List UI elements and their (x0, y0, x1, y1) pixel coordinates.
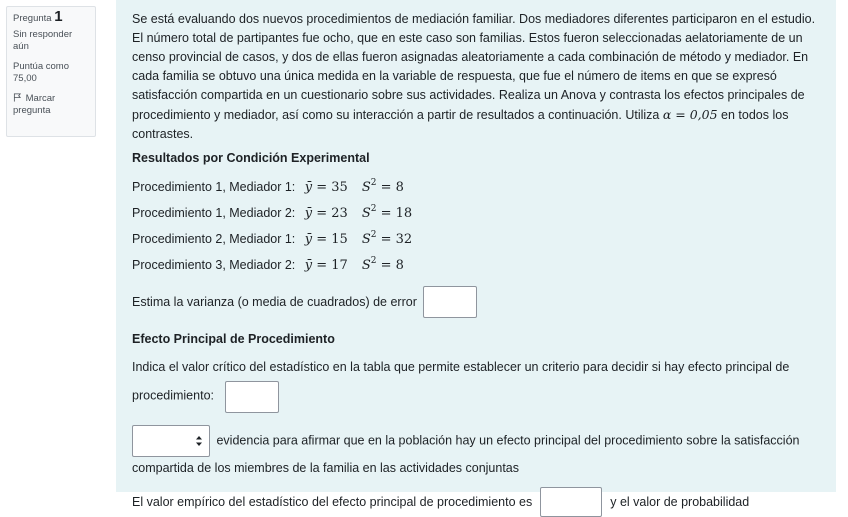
question-number: Pregunta 1 (13, 8, 63, 25)
result-variance: 8 (395, 180, 404, 195)
result-mean: 23 (331, 206, 348, 221)
empirical-value-input[interactable] (540, 487, 602, 517)
flag-question-link[interactable] (13, 93, 89, 117)
error-variance-input[interactable] (423, 286, 477, 318)
critical-value-input[interactable] (225, 381, 279, 413)
result-variance: 32 (395, 232, 413, 247)
result-variance: 8 (395, 258, 404, 273)
result-mean: 17 (331, 258, 348, 273)
flag-icon (13, 93, 22, 102)
result-stats: ȳ = 17 $S^2 = 8$ (304, 256, 404, 273)
intro-tail: en todos los contrastes. (132, 108, 789, 141)
result-label: Procedimiento 1, Mediador 2: (132, 206, 296, 220)
empirical-value-label: El valor empírico del estadístico del efecto principal de procedimiento es (132, 494, 533, 509)
result-stats: ȳ = 35 $S^2 = 8$ (304, 178, 404, 195)
question-state: Sin responder aún (13, 29, 73, 52)
results-list (132, 174, 820, 278)
empirical-value-line (132, 487, 820, 517)
procedure-effect-heading: Efecto Principal de Procedimiento (132, 332, 335, 346)
evidence-select[interactable] (132, 425, 210, 457)
question-grade: Puntúa como 75,00 (13, 61, 69, 84)
result-variance: 18 (395, 206, 413, 221)
error-variance-label: Estima la varianza (o media de cuadrados) de error (132, 294, 417, 309)
error-variance-line (132, 286, 820, 318)
result-row (132, 226, 820, 252)
intro-text: Se está evaluando dos nuevos procedimientos de mediación familiar. Dos mediadores diferentes participaron en el estudio. El número total de partipantes fue ocho, que en este caso son familias. Estos fueron seleccionadas aelatoriamente de un censo provincial de casos, y dos de ellas fueron asignadas aleatoriamente a cada combinación de método y mediador. En cada familia se obtuvo una única medida en la variable de respuesta, que fue el número de items en que se expresó satisfacción compartida en un cuestionario sobre sus actividades. Realiza un Anova y contrasta los efectos principales de procedimiento y mediador, así como su interacción a partir de resultados a continuación. Utiliza (132, 12, 816, 122)
result-row (132, 200, 820, 226)
result-stats: ȳ = 23 $S^2 = 18$ (304, 204, 413, 221)
question-number-value: 1 (54, 8, 63, 25)
result-mean: 35 (331, 180, 348, 195)
result-mean: 15 (331, 232, 348, 247)
results-heading: Resultados por Condición Experimental (132, 151, 370, 165)
result-label: Procedimiento 1, Mediador 1: (132, 180, 296, 194)
critical-value-label: Indica el valor crítico del estadístico en la tabla que permite establecer un criterio para decidir si hay efecto principal de procedimiento: (132, 360, 790, 403)
probability-label: y el valor de probabilidad (610, 494, 750, 509)
result-stats: ȳ = 15 $S^2 = 32$ (304, 230, 413, 247)
question-intro (132, 10, 820, 144)
result-row (132, 252, 820, 278)
result-label: Procedimiento 3, Mediador 2: (132, 258, 296, 272)
critical-value-line (132, 355, 820, 413)
evidence-text: evidencia para afirmar que en la población hay un efecto principal del procedimiento sobre la satisfacción compartida de los miembres de la familia en las actividades conjuntas (132, 433, 800, 475)
result-row (132, 174, 820, 200)
flag-question-label: Marcar pregunta (13, 93, 56, 116)
evidence-line (132, 425, 820, 479)
select-updown-icon (195, 435, 203, 447)
question-info-panel (6, 6, 96, 137)
alpha-value: α = 0,05 (662, 107, 718, 122)
question-content (116, 0, 836, 509)
result-label: Procedimiento 2, Mediador 1: (132, 232, 296, 246)
